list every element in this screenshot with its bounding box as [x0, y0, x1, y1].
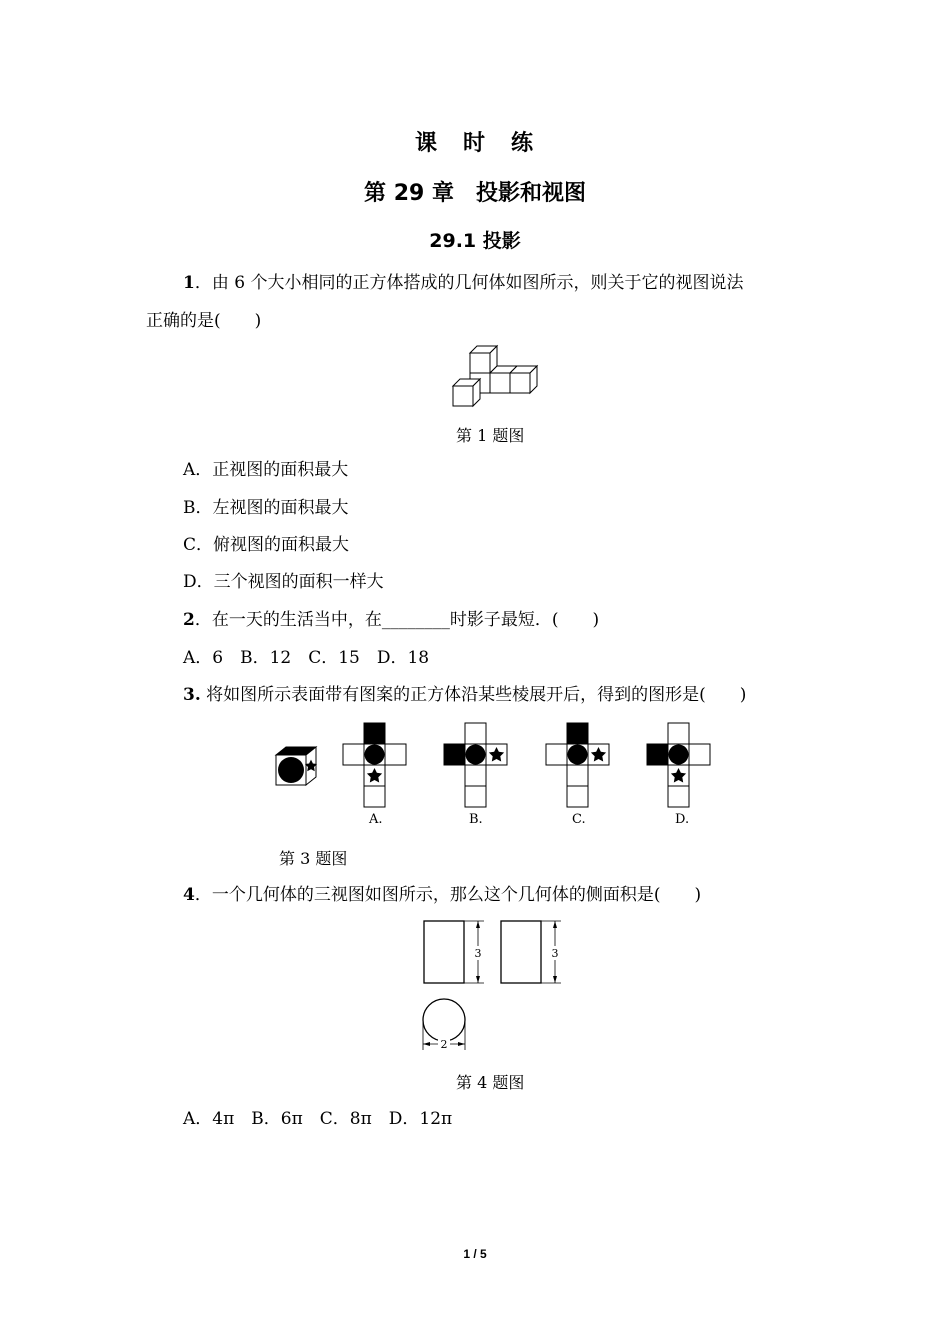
q3-net-d — [647, 723, 711, 809]
question-number: 3. — [183, 685, 201, 705]
question-1 — [183, 271, 743, 295]
q1-cube-figure — [450, 343, 536, 409]
q4-caption: 第 4 题图 — [456, 1073, 525, 1092]
page-number: 1 / 5 — [463, 1247, 487, 1261]
q1-option-c: C．俯视图的面积最大 — [183, 535, 350, 555]
question-number: 4 — [183, 885, 195, 905]
q3-net-b — [444, 723, 508, 809]
question-number: 1 — [183, 273, 195, 293]
side-view-height-label: 3 — [551, 947, 559, 960]
q3-label-d: D. — [675, 812, 690, 827]
question-2 — [183, 608, 599, 632]
top-view-diameter-label: 2 — [440, 1038, 448, 1051]
q1-option-a: A．正视图的面积最大 — [183, 460, 349, 480]
front-view-height-label: 3 — [474, 947, 482, 960]
q1-option-b: B．左视图的面积最大 — [183, 498, 349, 518]
q1-caption: 第 1 题图 — [456, 426, 525, 445]
q3-label-a: A. — [369, 812, 383, 827]
q3-net-c — [546, 723, 610, 809]
q3-caption: 第 3 题图 — [279, 849, 348, 868]
question-4 — [183, 883, 701, 907]
q2-options: A．6 B．12 C．15 D．18 — [183, 648, 430, 668]
question-1-line2: 正确的是( ) — [146, 311, 262, 331]
section-title: 29.1 投影 — [429, 230, 521, 252]
question-text: ．由 6 个大小相同的正方体搭成的几何体如图所示，则关于它的视图说法 — [194, 273, 744, 293]
question-3 — [183, 683, 746, 707]
chapter-title: 第 29 章 投影和视图 — [364, 181, 586, 206]
question-text: ．一个几何体的三视图如图所示，那么这个几何体的侧面积是( ) — [194, 885, 702, 905]
page-title: 课 时 练 — [414, 131, 535, 156]
q4-options: A．4π B．6π C．8π D．12π — [183, 1109, 453, 1129]
q3-cube-figure — [274, 745, 320, 787]
q1-option-d: D．三个视图的面积一样大 — [183, 572, 384, 592]
question-number: 2 — [183, 610, 195, 630]
question-text: ．在一天的生活当中，在________时影子最短．( ) — [194, 610, 600, 630]
q4-three-view-figure — [418, 918, 568, 1054]
q3-label-c: C. — [572, 812, 586, 827]
q3-label-b: B. — [469, 812, 483, 827]
question-text: 将如图所示表面带有图案的正方体沿某些棱展开后，得到的图形是( ) — [200, 685, 747, 705]
q3-net-a — [343, 723, 407, 809]
